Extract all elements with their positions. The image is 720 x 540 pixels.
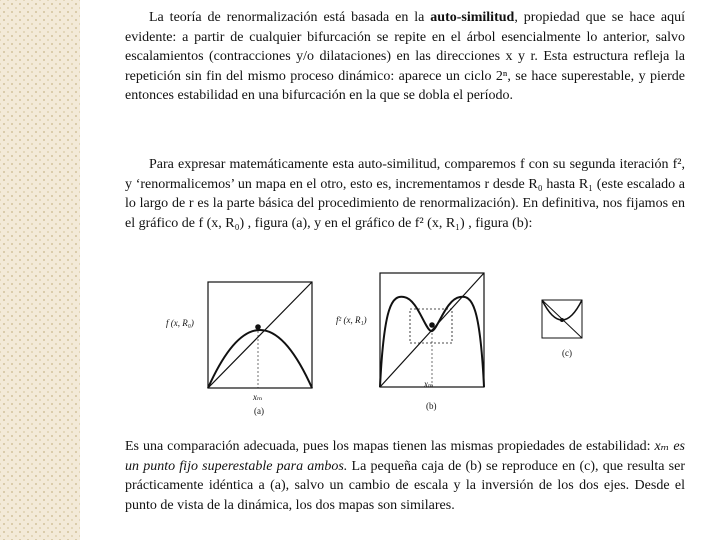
- p3-text-end: La pequeña caja de (b) se reproduce en (c), que resulta ser prácticamente idéntica a (a), salvo un cambio de escala y la inversión de los dos ejes. Desde el punto de vista de la dinámica, los dos mapas son similares.: [125, 458, 686, 513]
- figure-a-xlabel: xₘ: [253, 392, 263, 402]
- paragraph-renormalization: [125, 155, 685, 233]
- figure-c: [540, 296, 600, 366]
- document-page: [80, 0, 720, 540]
- p1-text-end: , propiedad que se hace aquí evidente: a partir de cualquier bifurcación se repite en el árbol esencialmente lo anterior, salvo escalamientos (contracciones y/o dilataciones) en las direcciones x y r. Esta estructura refleja la repetición sin fin del mismo proceso dinámico: aparece un ciclo 2ⁿ, se hace superestable, y pierde entonces estabilidad en una bifurcación en la que se dobla el período.: [125, 10, 685, 104]
- p1-bold-term: auto-similitud: [430, 10, 515, 25]
- paragraph-self-similarity: [125, 8, 685, 106]
- figure-b-xlabel: xₘ: [424, 379, 434, 389]
- p1-text-start: La teoría de renormalización está basada en la: [149, 10, 431, 25]
- figure-a-diagonal: [208, 282, 312, 388]
- figure-a-ylabel: f (x, R₀): [166, 318, 194, 328]
- figure-c-parabola: [542, 300, 582, 320]
- figure-c-caption: (c): [562, 348, 572, 358]
- p3-italic-statement: xₘ es un punto fijo superestable para ambos.: [125, 439, 685, 474]
- paragraph-comparison: [125, 437, 685, 515]
- figure-a-caption: (a): [254, 406, 264, 416]
- figure-b-ylabel: f² (x, R₁): [336, 315, 367, 325]
- figure-a-parabola: [208, 330, 312, 388]
- figure-b-caption: (b): [426, 401, 437, 411]
- figure-c-fixed-point: [560, 318, 564, 322]
- p3-text-start: Es una comparación adecuada, pues los mapas tienen las mismas propiedades de estabilidad:: [125, 439, 655, 454]
- decorative-border: [0, 0, 80, 540]
- p2-text: Para expresar matemáticamente esta auto-similitud, comparemos f con su segunda iteración f², y ‘renormalicemos’ un mapa en el otro, esto es, incrementamos r desde R₀ hasta R₁ (este escalado a lo largo de r es la parte básica del procedimiento de renormalización). En definitiva, nos fijamos en el gráfico de f (x, R₀) , figura (a), y en el gráfico de f² (x, R₁) , figura (b):: [125, 157, 685, 231]
